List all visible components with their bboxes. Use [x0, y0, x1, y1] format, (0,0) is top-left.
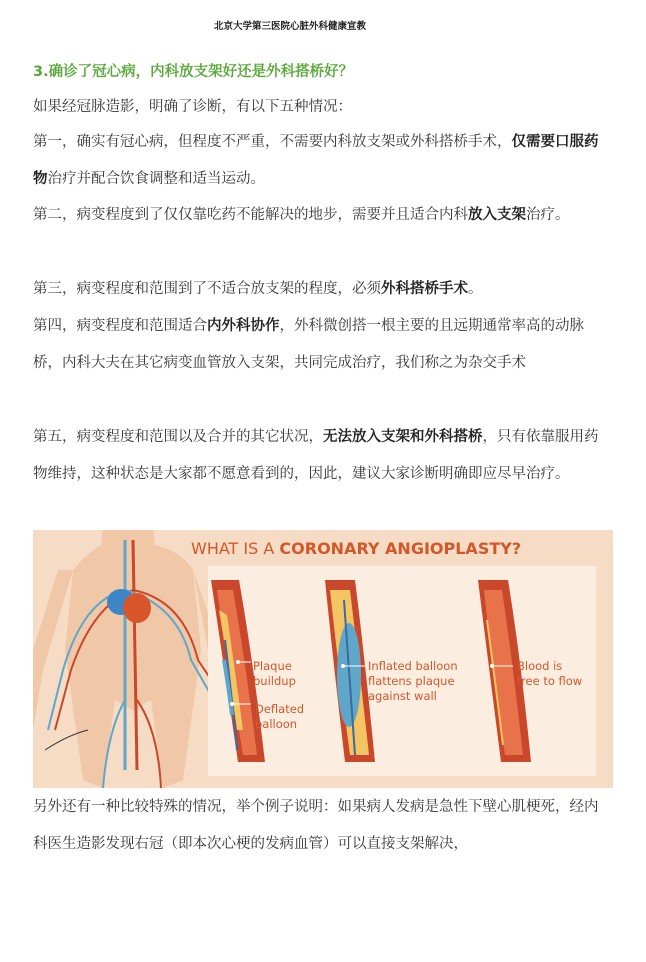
case-2-text: 第二，病变程度到了仅仅靠吃药不能解决的地步，需要并且适合内科 — [33, 207, 468, 223]
document-header: 北京大学第三医院心脏外科健康宣教 — [213, 21, 366, 32]
label-inflated-line2: flattens plaque — [368, 674, 455, 688]
body-silhouette — [33, 530, 228, 788]
angioplasty-illustration — [33, 530, 613, 788]
case-1-emphasis: 仅需要口服药物 — [33, 134, 599, 187]
case-2-emphasis: 放入支架 — [468, 207, 526, 223]
label-deflated-line1: Deflated — [255, 702, 305, 716]
intro-paragraph: 如果经冠脉造影，明确了诊断，有以下五种情况： — [33, 99, 352, 115]
section-heading: 3.确诊了冠心病，内科放支架好还是外科搭桥好？ — [33, 64, 354, 80]
label-inflated-line1: Inflated balloon — [368, 659, 458, 673]
case-3-text: 第三，病变程度和范围到了不适合放支架的程度，必须 — [33, 281, 381, 297]
case-3-text-end: 。 — [468, 281, 483, 297]
case-2-text-end: 治疗。 — [526, 207, 570, 223]
angioplasty-svg — [33, 530, 613, 788]
label-blood-line2: free to flow — [517, 674, 583, 688]
closing-paragraph: 另外还有一种比较特殊的情况，举个例子说明：如果病人发病是急性下壁心肌梗死，经内科医生造影发现右冠（即本次心梗的发病血管）可以直接支架解决， — [33, 799, 599, 852]
case-4-paragraph — [33, 308, 599, 382]
figure-title: WHAT IS A CORONARY ANGIOPLASTY? — [191, 539, 522, 558]
case-4-emphasis: 内外科协作 — [207, 318, 280, 334]
case-3-paragraph — [33, 271, 599, 308]
label-deflated-line2: balloon — [255, 717, 298, 731]
label-plaque-line1: Plaque — [253, 659, 292, 673]
label-plaque-line2: buildup — [253, 674, 296, 688]
case-5-text: 第五，病变程度和范围以及合并的其它状况， — [33, 429, 323, 445]
case-1-text: 第一，确实有冠心病，但程度不严重，不需要内科放支架或外科搭桥手术， — [33, 134, 512, 150]
case-5-text-end: ，只有依靠服用药物维持，这种状态是大家都不愿意看到的，因此，建议大家诊断明确即应尽早治疗。 — [33, 429, 599, 482]
case-4-text-end: ，外科微创搭一根主要的且远期通常率高的动脉桥，内科大夫在其它病变血管放入支架，共同完成治疗，我们称之为杂交手术 — [33, 318, 584, 371]
case-1-text-end: 治疗并配合饮食调整和适当运动。 — [47, 171, 265, 187]
case-5-emphasis: 无法放入支架和外科搭桥 — [323, 429, 483, 445]
case-4-text: 第四，病变程度和范围适合 — [33, 318, 207, 334]
case-2-paragraph — [33, 197, 599, 234]
case-5-paragraph — [33, 419, 599, 493]
label-inflated-line3: against wall — [368, 689, 437, 703]
case-3-emphasis: 外科搭桥手术 — [381, 281, 468, 297]
case-1-paragraph — [33, 124, 599, 198]
label-blood-line1: Blood is — [517, 659, 563, 673]
